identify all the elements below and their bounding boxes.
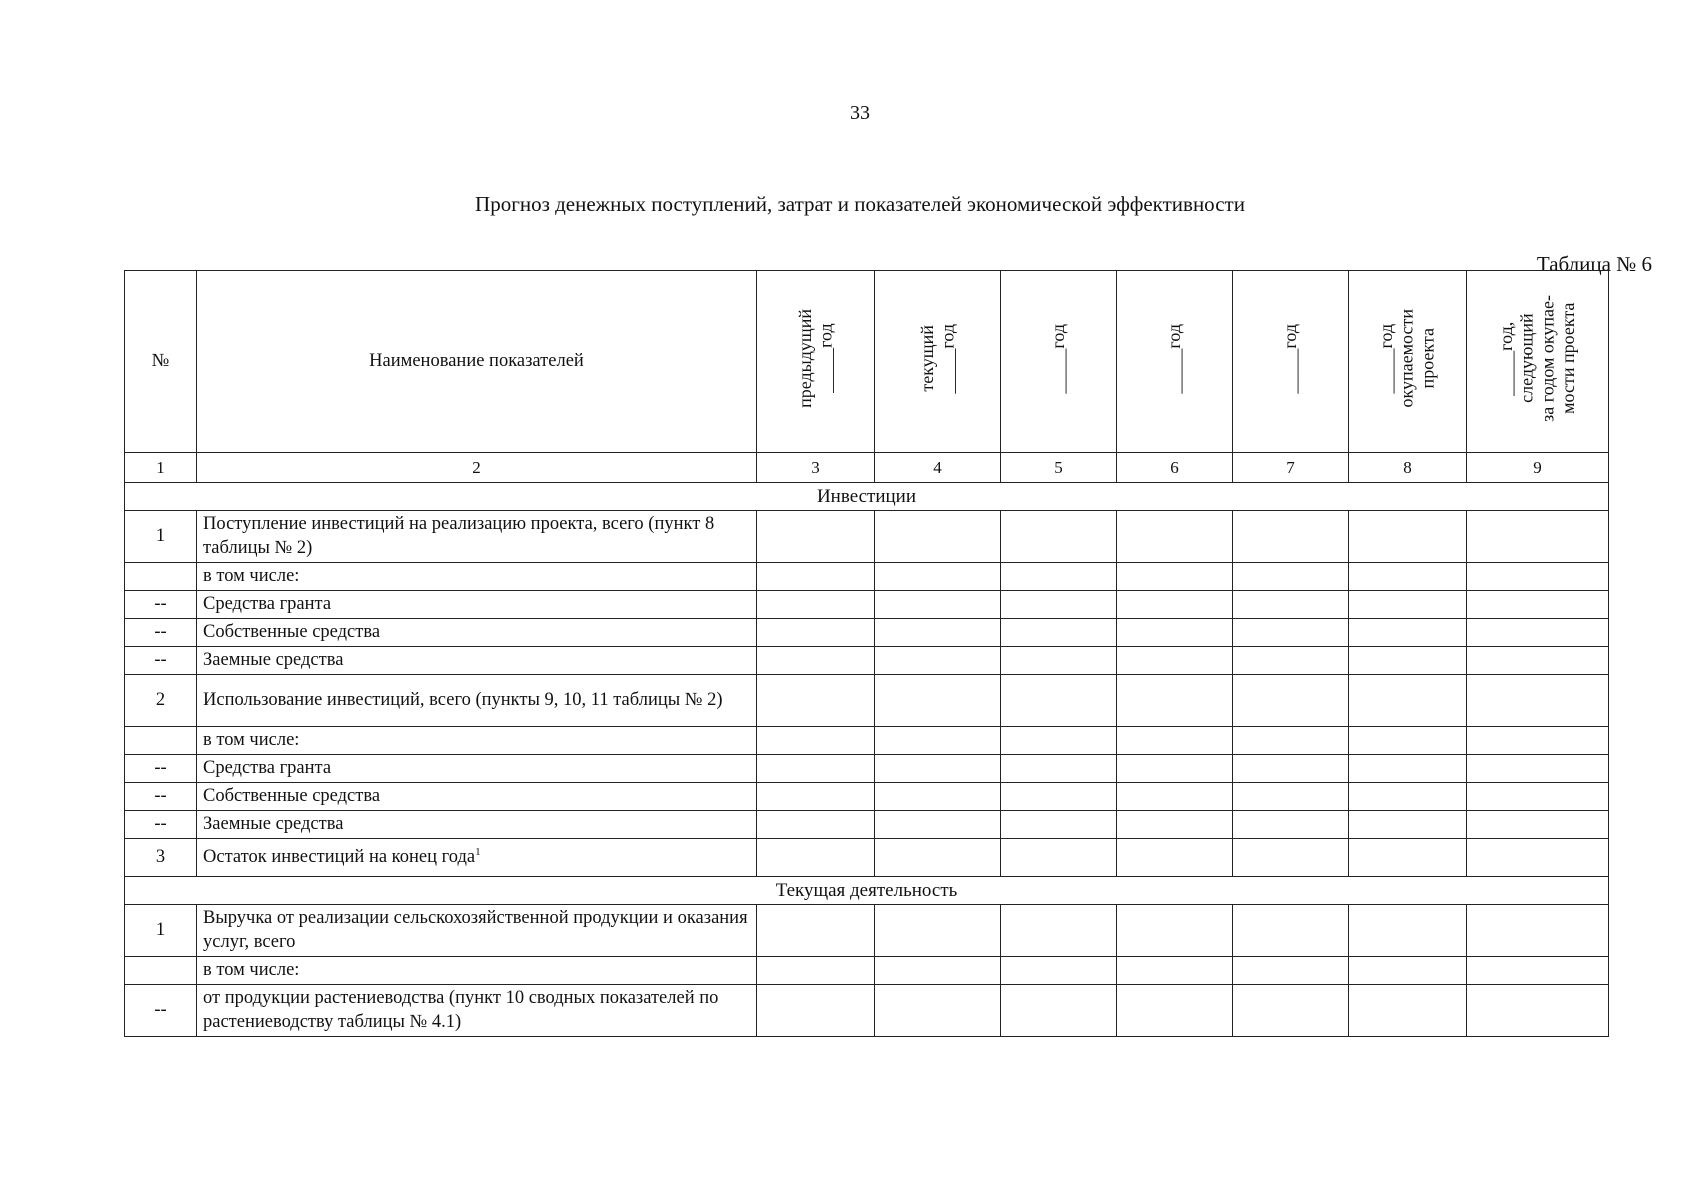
indicator-name: Использование инвестиций, всего (пункты 9, 10, 11 таблицы № 2) — [203, 689, 723, 710]
value-cell[interactable] — [875, 591, 1001, 619]
indicator-name-cell — [197, 647, 757, 675]
indicator-name-cell — [197, 511, 757, 563]
column-number: 5 — [1001, 453, 1117, 483]
indicator-name-cell — [197, 755, 757, 783]
table-row — [125, 647, 1609, 675]
table-body — [125, 483, 1609, 1037]
value-cell[interactable] — [1001, 675, 1117, 727]
value-cell[interactable] — [1233, 839, 1349, 877]
header-period-prev — [757, 271, 875, 453]
forecast-table — [124, 270, 1609, 1037]
row-number: -- — [125, 755, 197, 783]
indicator-name: Выручка от реализации сельскохозяйственной продукции и оказания услуг, всего — [203, 908, 748, 952]
value-cell[interactable] — [1349, 647, 1467, 675]
header-period-year-6 — [1117, 271, 1233, 453]
value-cell[interactable] — [1233, 957, 1349, 985]
indicator-name: от продукции растениеводства (пункт 10 сводных показателей по растениеводству таблицы № 4.1) — [203, 988, 719, 1032]
value-cell[interactable] — [1467, 905, 1609, 957]
value-cell[interactable] — [757, 619, 875, 647]
indicator-name-cell — [197, 675, 757, 727]
column-number: 7 — [1233, 453, 1349, 483]
row-number: -- — [125, 619, 197, 647]
value-cell[interactable] — [875, 957, 1001, 985]
indicator-name-cell — [197, 985, 757, 1037]
header-period-after-payback — [1467, 271, 1609, 453]
column-number: 8 — [1349, 453, 1467, 483]
value-cell[interactable] — [757, 839, 875, 877]
value-cell[interactable] — [1349, 563, 1467, 591]
row-number: -- — [125, 985, 197, 1037]
value-cell[interactable] — [1467, 783, 1609, 811]
table-row — [125, 839, 1609, 877]
value-cell[interactable] — [1467, 647, 1609, 675]
value-cell[interactable] — [757, 783, 875, 811]
section-title: Инвестиции — [125, 483, 1609, 511]
value-cell[interactable] — [1233, 619, 1349, 647]
value-cell[interactable] — [1349, 783, 1467, 811]
value-cell[interactable] — [1001, 957, 1117, 985]
value-cell[interactable] — [1349, 675, 1467, 727]
row-number: -- — [125, 647, 197, 675]
table-row — [125, 727, 1609, 755]
value-cell[interactable] — [1467, 727, 1609, 755]
value-cell[interactable] — [1349, 957, 1467, 985]
value-cell[interactable] — [1117, 727, 1233, 755]
value-cell[interactable] — [1467, 839, 1609, 877]
value-cell[interactable] — [875, 783, 1001, 811]
value-cell[interactable] — [1349, 755, 1467, 783]
value-cell[interactable] — [875, 619, 1001, 647]
table-row — [125, 905, 1609, 957]
value-cell[interactable] — [1001, 563, 1117, 591]
table-row — [125, 985, 1609, 1037]
header-no: № — [125, 271, 197, 453]
value-cell[interactable] — [1467, 675, 1609, 727]
table-row — [125, 957, 1609, 985]
row-number: 1 — [125, 905, 197, 957]
table-row — [125, 675, 1609, 727]
indicator-name-cell — [197, 957, 757, 985]
indicator-name: Поступление инвестиций на реализацию проекта, всего (пункт 8 таблицы № 2) — [203, 514, 715, 558]
row-number: 3 — [125, 839, 197, 877]
header-row — [125, 271, 1609, 453]
value-cell[interactable] — [1117, 755, 1233, 783]
header-period-label: предыдущий _____год — [794, 309, 836, 408]
table-label: Таблица № 6 — [1536, 252, 1652, 276]
table-row — [125, 783, 1609, 811]
indicator-name: Средства гранта — [203, 757, 332, 778]
value-cell[interactable] — [875, 905, 1001, 957]
indicator-name: в том числе: — [203, 565, 300, 586]
value-cell[interactable] — [875, 839, 1001, 877]
row-number — [125, 727, 197, 755]
indicator-name-cell — [197, 839, 757, 877]
header-period-label: _____год — [1048, 323, 1069, 394]
value-cell[interactable] — [1117, 985, 1233, 1037]
value-cell[interactable] — [757, 511, 875, 563]
table-row — [125, 511, 1609, 563]
indicator-name: Остаток инвестиций на конец года — [203, 847, 476, 868]
value-cell[interactable] — [1233, 647, 1349, 675]
value-cell[interactable] — [875, 811, 1001, 839]
header-period-label: _____год — [1164, 323, 1185, 394]
indicator-name-cell — [197, 783, 757, 811]
value-cell[interactable] — [1467, 619, 1609, 647]
value-cell[interactable] — [875, 755, 1001, 783]
document-title: Прогноз денежных поступлений, затрат и показателей экономической эффективности — [475, 192, 1245, 216]
value-cell[interactable] — [875, 511, 1001, 563]
value-cell[interactable] — [757, 675, 875, 727]
value-cell[interactable] — [757, 811, 875, 839]
value-cell[interactable] — [1117, 905, 1233, 957]
value-cell[interactable] — [1117, 619, 1233, 647]
value-cell[interactable] — [1001, 727, 1117, 755]
value-cell[interactable] — [757, 985, 875, 1037]
value-cell[interactable] — [757, 905, 875, 957]
indicator-name-cell — [197, 619, 757, 647]
column-number: 6 — [1117, 453, 1233, 483]
indicator-name: Собственные средства — [203, 621, 381, 642]
value-cell[interactable] — [1349, 619, 1467, 647]
value-cell[interactable] — [1001, 811, 1117, 839]
value-cell[interactable] — [1233, 905, 1349, 957]
table-row — [125, 755, 1609, 783]
value-cell[interactable] — [875, 727, 1001, 755]
row-number: 1 — [125, 511, 197, 563]
header-period-current — [875, 271, 1001, 453]
row-number — [125, 957, 197, 985]
indicator-name-cell — [197, 811, 757, 839]
indicator-name: в том числе: — [203, 729, 300, 750]
value-cell[interactable] — [1349, 985, 1467, 1037]
column-number: 2 — [197, 453, 757, 483]
value-cell[interactable] — [757, 957, 875, 985]
indicator-name: Заемные средства — [203, 649, 344, 670]
column-number: 4 — [875, 453, 1001, 483]
value-cell[interactable] — [1001, 839, 1117, 877]
value-cell[interactable] — [757, 755, 875, 783]
indicator-name: Средства гранта — [203, 593, 332, 614]
header-period-year-5 — [1001, 271, 1117, 453]
value-cell[interactable] — [1117, 783, 1233, 811]
indicator-name-cell — [197, 727, 757, 755]
table-row — [125, 811, 1609, 839]
indicator-name-cell — [197, 905, 757, 957]
value-cell[interactable] — [1117, 511, 1233, 563]
section-row — [125, 483, 1609, 511]
value-cell[interactable] — [1467, 811, 1609, 839]
value-cell[interactable] — [1117, 591, 1233, 619]
indicator-name: в том числе: — [203, 959, 300, 980]
value-cell[interactable] — [1349, 905, 1467, 957]
column-number: 9 — [1467, 453, 1609, 483]
value-cell[interactable] — [1349, 591, 1467, 619]
section-row — [125, 877, 1609, 905]
value-cell[interactable] — [1233, 727, 1349, 755]
value-cell[interactable] — [1467, 755, 1609, 783]
column-number: 3 — [757, 453, 875, 483]
value-cell[interactable] — [1467, 957, 1609, 985]
value-cell[interactable] — [1349, 839, 1467, 877]
value-cell[interactable] — [1233, 783, 1349, 811]
header-period-label: _____год — [1280, 323, 1301, 394]
row-number: -- — [125, 811, 197, 839]
value-cell[interactable] — [757, 563, 875, 591]
page-number: 33 — [850, 102, 870, 124]
row-number: -- — [125, 591, 197, 619]
value-cell[interactable] — [1233, 811, 1349, 839]
value-cell[interactable] — [1117, 839, 1233, 877]
footnote-marker: 1 — [475, 845, 481, 858]
value-cell[interactable] — [1233, 563, 1349, 591]
value-cell[interactable] — [1233, 985, 1349, 1037]
value-cell[interactable] — [1467, 511, 1609, 563]
header-period-label: _____год окупаемости проекта — [1376, 309, 1438, 408]
value-cell[interactable] — [1001, 755, 1117, 783]
value-cell[interactable] — [1467, 563, 1609, 591]
value-cell[interactable] — [757, 727, 875, 755]
value-cell[interactable] — [1233, 755, 1349, 783]
value-cell[interactable] — [1001, 783, 1117, 811]
value-cell[interactable] — [1349, 727, 1467, 755]
header-period-label: текущий _____год — [916, 323, 958, 394]
indicator-name-cell — [197, 591, 757, 619]
section-title: Текущая деятельность — [125, 877, 1609, 905]
header-period-year-7 — [1233, 271, 1349, 453]
value-cell[interactable] — [1233, 675, 1349, 727]
column-numbers-row — [125, 453, 1609, 483]
table-row — [125, 563, 1609, 591]
value-cell[interactable] — [757, 591, 875, 619]
value-cell[interactable] — [1233, 591, 1349, 619]
value-cell[interactable] — [1001, 591, 1117, 619]
value-cell[interactable] — [1349, 511, 1467, 563]
header-period-payback — [1349, 271, 1467, 453]
row-number: -- — [125, 783, 197, 811]
value-cell[interactable] — [757, 647, 875, 675]
header-period-label: _____год, следующий за годом окупае- мости проекта — [1496, 295, 1579, 422]
value-cell[interactable] — [1001, 511, 1117, 563]
value-cell[interactable] — [1117, 647, 1233, 675]
indicator-name: Заемные средства — [203, 813, 344, 834]
value-cell[interactable] — [875, 675, 1001, 727]
indicator-name: Собственные средства — [203, 785, 381, 806]
value-cell[interactable] — [1117, 563, 1233, 591]
value-cell[interactable] — [1117, 957, 1233, 985]
indicator-name-cell — [197, 563, 757, 591]
value-cell[interactable] — [875, 647, 1001, 675]
value-cell[interactable] — [1349, 811, 1467, 839]
value-cell[interactable] — [1467, 985, 1609, 1037]
value-cell[interactable] — [1001, 985, 1117, 1037]
value-cell[interactable] — [1001, 619, 1117, 647]
table-row — [125, 591, 1609, 619]
row-number — [125, 563, 197, 591]
column-number: 1 — [125, 453, 197, 483]
value-cell[interactable] — [1117, 675, 1233, 727]
value-cell[interactable] — [1117, 811, 1233, 839]
value-cell[interactable] — [1467, 591, 1609, 619]
value-cell[interactable] — [1233, 511, 1349, 563]
value-cell[interactable] — [875, 985, 1001, 1037]
table-row — [125, 619, 1609, 647]
header-name: Наименование показателей — [197, 271, 757, 453]
value-cell[interactable] — [1001, 905, 1117, 957]
value-cell[interactable] — [875, 563, 1001, 591]
value-cell[interactable] — [1001, 647, 1117, 675]
row-number: 2 — [125, 675, 197, 727]
